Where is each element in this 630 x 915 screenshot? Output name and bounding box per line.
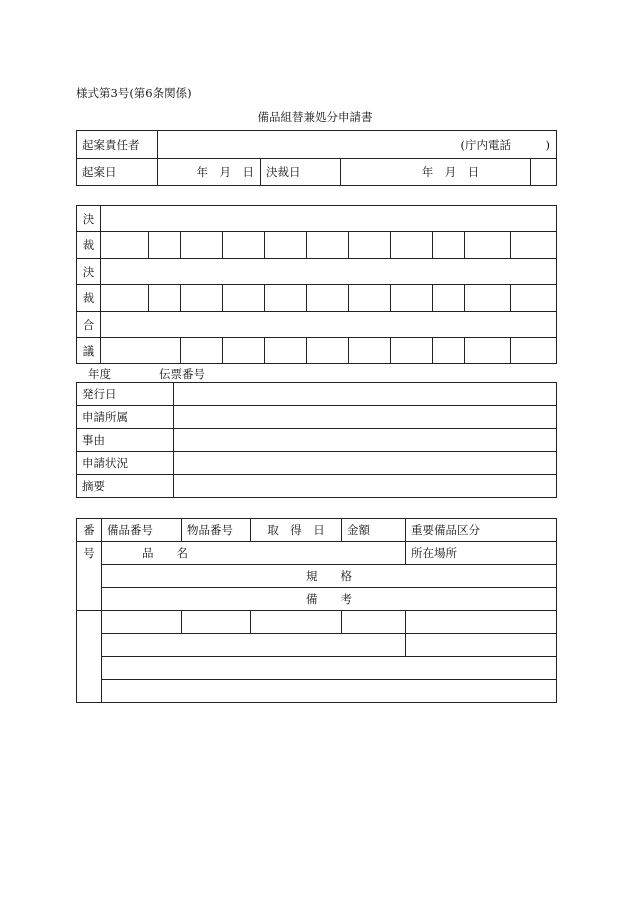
important-category-field[interactable] xyxy=(406,611,557,634)
stamp-cell[interactable] xyxy=(307,338,349,364)
stamp-cell[interactable] xyxy=(149,232,181,259)
decision-date-field[interactable]: 年 月 日 xyxy=(341,159,531,186)
stamp-cell[interactable] xyxy=(149,285,181,312)
voucher-number-label: 伝票番号 xyxy=(159,367,205,381)
stamp-cell[interactable] xyxy=(101,285,149,312)
info-label-status: 申請状況 xyxy=(77,452,174,475)
asset-number-field[interactable] xyxy=(102,611,182,634)
stamp-cell[interactable] xyxy=(223,285,265,312)
fiscal-year-label: 年度 xyxy=(88,367,111,381)
stamp-cell[interactable] xyxy=(307,232,349,259)
items-table xyxy=(76,518,557,703)
stamp-cell[interactable] xyxy=(465,285,511,312)
document-title: 備品組替兼処分申請書 xyxy=(257,110,373,124)
number-spacer xyxy=(77,588,102,611)
stamp-cell[interactable] xyxy=(101,232,149,259)
stamp-cell[interactable] xyxy=(433,285,465,312)
info-label-reason: 事由 xyxy=(77,429,174,452)
info-field[interactable] xyxy=(174,475,557,498)
consult-char-2: 議 xyxy=(77,338,101,364)
col-goods-number: 物品番号 xyxy=(182,519,251,542)
stamp-cell[interactable] xyxy=(465,232,511,259)
col-asset-number: 備品番号 xyxy=(102,519,182,542)
col-spec: 規 格 xyxy=(102,565,557,588)
remarks-field[interactable] xyxy=(102,680,557,703)
stamp-cell[interactable] xyxy=(223,338,265,364)
stamp-cell[interactable] xyxy=(511,232,557,259)
col-important-category: 重要備品区分 xyxy=(406,519,557,542)
phone-label: (庁内電話 ) xyxy=(460,137,550,152)
stamp-cell[interactable] xyxy=(307,285,349,312)
stamp-cell[interactable] xyxy=(391,232,433,259)
info-field[interactable] xyxy=(174,452,557,475)
draft-extra-cell[interactable] xyxy=(531,159,557,186)
stamp-cell[interactable] xyxy=(181,232,223,259)
stamp-cell[interactable] xyxy=(181,285,223,312)
stamp-cell[interactable] xyxy=(265,285,307,312)
col-amount: 金額 xyxy=(342,519,406,542)
number-spacer xyxy=(77,565,102,588)
decision-header-2[interactable] xyxy=(101,259,557,285)
responsible-field[interactable] xyxy=(158,131,557,159)
stamp-cell[interactable] xyxy=(391,338,433,364)
form-number: 様式第3号(第6条関係) xyxy=(76,86,192,100)
draft-table xyxy=(76,130,557,186)
stamp-cell[interactable] xyxy=(181,338,223,364)
decision-char-2: 裁 xyxy=(77,232,101,259)
spec-field[interactable] xyxy=(102,657,557,680)
decision-date-label: 決裁日 xyxy=(261,159,341,186)
stamp-cell[interactable] xyxy=(349,338,391,364)
col-acquisition-date: 取 得 日 xyxy=(251,519,342,542)
stamp-cell[interactable] xyxy=(433,338,465,364)
responsible-label: 起案責任者 xyxy=(77,131,158,159)
acquisition-date-field[interactable] xyxy=(251,611,342,634)
stamp-cell[interactable] xyxy=(101,338,181,364)
info-field[interactable] xyxy=(174,406,557,429)
draft-date-label: 起案日 xyxy=(77,159,158,186)
decision-char-4: 裁 xyxy=(77,285,101,312)
info-table xyxy=(76,382,557,498)
stamp-cell[interactable] xyxy=(391,285,433,312)
info-label-issue-date: 発行日 xyxy=(77,383,174,406)
approval-table xyxy=(76,205,557,364)
stamp-cell[interactable] xyxy=(511,285,557,312)
goods-number-field[interactable] xyxy=(182,611,251,634)
decision-char-1: 決 xyxy=(77,206,101,232)
location-field[interactable] xyxy=(406,634,557,657)
stamp-cell[interactable] xyxy=(433,232,465,259)
draft-date-field[interactable]: 年 月 日 xyxy=(158,159,261,186)
decision-header-1[interactable] xyxy=(101,206,557,232)
info-field[interactable] xyxy=(174,383,557,406)
decision-char-3: 決 xyxy=(77,259,101,285)
stamp-cell[interactable] xyxy=(265,338,307,364)
number-char-1: 番 xyxy=(77,519,102,542)
item-name-field[interactable] xyxy=(102,634,406,657)
consult-header[interactable] xyxy=(101,312,557,338)
number-char-2: 号 xyxy=(77,542,102,565)
stamp-cell[interactable] xyxy=(265,232,307,259)
col-remarks: 備 考 xyxy=(102,588,557,611)
consult-char-1: 合 xyxy=(77,312,101,338)
stamp-cell[interactable] xyxy=(349,232,391,259)
amount-field[interactable] xyxy=(342,611,406,634)
stamp-cell[interactable] xyxy=(223,232,265,259)
stamp-cell[interactable] xyxy=(349,285,391,312)
info-field[interactable] xyxy=(174,429,557,452)
col-item-name: 品 名 xyxy=(102,542,406,565)
item-number-field[interactable] xyxy=(77,611,102,703)
info-label-summary: 摘要 xyxy=(77,475,174,498)
stamp-cell[interactable] xyxy=(511,338,557,364)
stamp-cell[interactable] xyxy=(465,338,511,364)
info-label-department: 申請所属 xyxy=(77,406,174,429)
col-location: 所在場所 xyxy=(406,542,557,565)
